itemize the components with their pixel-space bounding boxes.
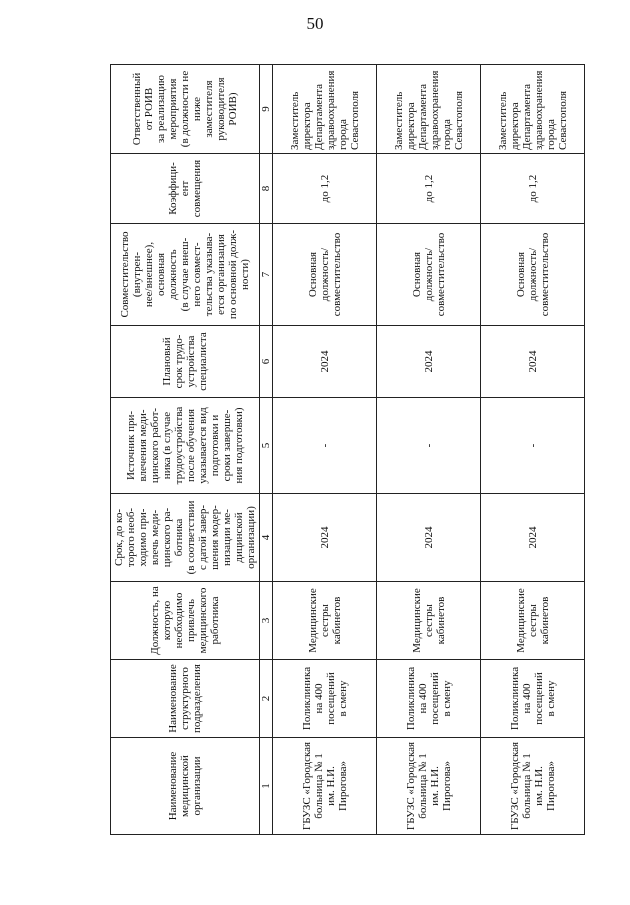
cell-planned-term: 2024	[273, 326, 377, 398]
cell-responsible: Заместитель директора Департамента здравоохранения города Севастополя	[377, 65, 481, 154]
cell-planned-term: 2024	[481, 326, 585, 398]
column-number: 2	[260, 660, 273, 738]
cell-position: Медицинские сестры кабинетов	[273, 582, 377, 660]
column-number: 6	[260, 326, 273, 398]
cell-planned-term: 2024	[377, 326, 481, 398]
cell-organization: ГБУЗС «Городская больница № 1 им. Н.И. Пирогова»	[377, 738, 481, 835]
header-cell: Коэффици- ент совмещения	[111, 154, 260, 224]
cell-deadline: 2024	[377, 494, 481, 582]
table-body	[273, 65, 585, 835]
cell-responsible: Заместитель директора Департамента здравоохранения города Севастополя	[481, 65, 585, 154]
rotated-table-wrapper	[110, 65, 584, 835]
cell-coefficient: до 1,2	[377, 154, 481, 224]
page-number: 50	[306, 14, 324, 33]
cell-responsible: Заместитель директора Департамента здравоохранения города Севастополя	[273, 65, 377, 154]
header-cell: Ответственный от РОИВ за реализацию мероприятия (в должности не ниже заместителя руководителя РОИВ)	[111, 65, 260, 154]
cell-subdivision: Поликлиника на 400 посещений в смену	[377, 660, 481, 738]
cell-organization: ГБУЗС «Городская больница № 1 им. Н.И. Пирогова»	[273, 738, 377, 835]
table-row	[481, 65, 585, 835]
staffing-table	[110, 64, 585, 835]
cell-subdivision: Поликлиника на 400 посещений в смену	[481, 660, 585, 738]
cell-subdivision: Поликлиника на 400 посещений в смену	[273, 660, 377, 738]
header-cell: Наименование медицинской организации	[111, 738, 260, 835]
cell-organization: ГБУЗС «Городская больница № 1 им. Н.И. Пирогова»	[481, 738, 585, 835]
column-number: 8	[260, 154, 273, 224]
cell-combination: Основная должность/ совместительство	[481, 224, 585, 326]
column-number: 4	[260, 494, 273, 582]
cell-source: -	[481, 398, 585, 494]
table-row	[273, 65, 377, 835]
header-row	[111, 65, 260, 835]
column-number: 3	[260, 582, 273, 660]
cell-combination: Основная должность/ совместительство	[377, 224, 481, 326]
header-cell: Наименование структурного подразделения	[111, 660, 260, 738]
cell-coefficient: до 1,2	[273, 154, 377, 224]
cell-deadline: 2024	[481, 494, 585, 582]
column-number: 5	[260, 398, 273, 494]
header-cell: Источник при- влечения меди- цинского работ- ника (в случае трудоустройства после обучения указывается вид подготовки и сроки заверше- ния подготовки)	[111, 398, 260, 494]
cell-deadline: 2024	[273, 494, 377, 582]
column-number-row	[260, 65, 273, 835]
table-row	[377, 65, 481, 835]
column-number: 7	[260, 224, 273, 326]
column-number: 9	[260, 65, 273, 154]
header-cell: Срок, до ко- торого необ- ходимо при- влечь меди- цинского ра- ботника (в соответствии с датой завер- шения модер- низации ме- дицинской организации)	[111, 494, 260, 582]
header-cell: Совместительство (внутрен- нее/внешнее), основная должность (в случае внеш- него совмест- тельства указыва- ется организация по основной долж- ности)	[111, 224, 260, 326]
header-cell: Должность, на которую необходимо привлечь медицинского работника	[111, 582, 260, 660]
cell-coefficient: до 1,2	[481, 154, 585, 224]
column-number: 1	[260, 738, 273, 835]
cell-source: -	[377, 398, 481, 494]
cell-position: Медицинские сестры кабинетов	[481, 582, 585, 660]
cell-source: -	[273, 398, 377, 494]
header-cell: Плановый срок трудо- устройства специалиста	[111, 326, 260, 398]
cell-position: Медицинские сестры кабинетов	[377, 582, 481, 660]
cell-combination: Основная должность/ совместительство	[273, 224, 377, 326]
